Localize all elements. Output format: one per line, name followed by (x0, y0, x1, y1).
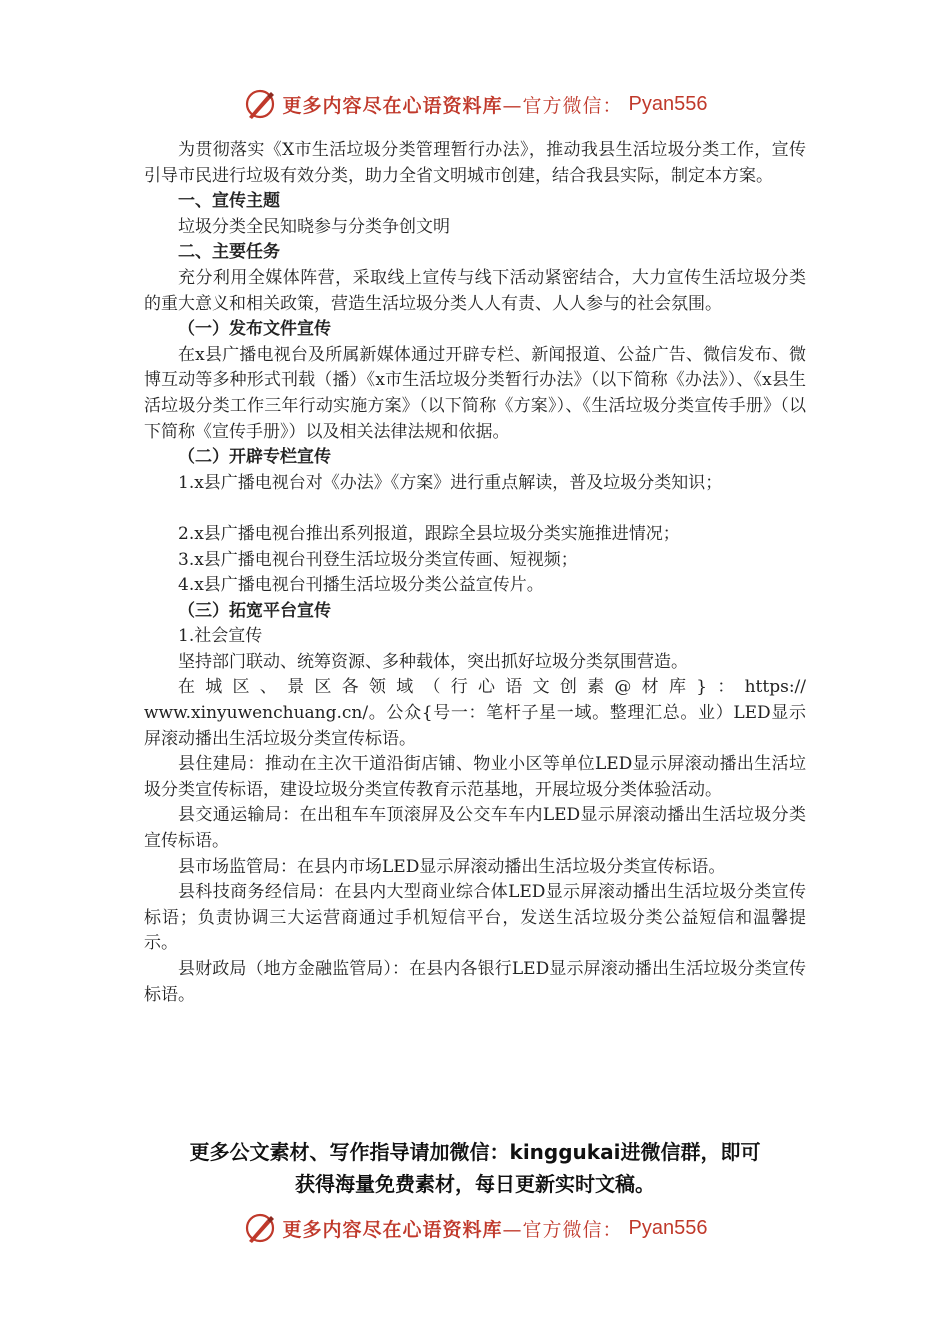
section-heading: （二）开辟专栏宣传 (178, 447, 331, 468)
paragraph: 4.x县广播电视台刊播生活垃圾分类公益宣传片。 (178, 575, 544, 596)
header-banner (0, 84, 950, 124)
footer-banner (0, 1208, 950, 1248)
paragraph: 县住建局：推动在主次干道沿街店铺、物业小区等单位LED显示屏滚动播出生活垃圾分类宣传标语，建设垃圾分类宣传教育示范基地，开展垃圾分类体验活动。 (144, 754, 806, 800)
paragraph: 县市场监管局：在县内市场LED显示屏滚动播出生活垃圾分类宣传标语。 (178, 856, 726, 877)
section-heading: 一、宣传主题 (178, 191, 280, 212)
banner-sub: 官方微信： (522, 94, 623, 117)
pen-logo-icon (243, 1211, 277, 1245)
paragraph: 在城区、景区各领域（行心语文创素@材库}：https:// (178, 677, 806, 698)
section-heading: 二、主要任务 (178, 242, 280, 263)
paragraph: 县财政局（地方金融监管局）：在县内各银行LED显示屏滚动播出生活垃圾分类宣传标语。 (144, 959, 806, 1005)
banner-main: 更多内容尽在心语资料库 (282, 1218, 503, 1241)
paragraph: 为贯彻落实《X市生活垃圾分类管理暂行办法》，推动我县生活垃圾分类工作，宣传引导市民进行垃圾有效分类，助力全省文明城市创建，结合我县实际，制定本方案。 (144, 140, 806, 186)
promo-note (0, 1136, 950, 1200)
paragraph: 坚持部门联动、统筹资源、多种载体，突出抓好垃圾分类氛围营造。 (178, 651, 688, 672)
banner-dash: — (502, 94, 523, 117)
pen-logo-icon (243, 87, 277, 121)
paragraph: 县科技商务经信局：在县内大型商业综合体LED显示屏滚动播出生活垃圾分类宣传标语；负责协调三大运营商通过手机短信平台，发送生活垃圾分类公益短信和温馨提示。 (144, 882, 806, 954)
paragraph: 充分利用全媒体阵营，采取线上宣传与线下活动紧密结合，大力宣传生活垃圾分类的重大意义和相关政策，营造生活垃圾分类人人有责、人人参与的社会氛围。 (144, 267, 806, 314)
banner-title (283, 1215, 623, 1242)
banner-title (283, 91, 623, 118)
paragraph: 2.x县广播电视台推出系列报道，跟踪全县垃圾分类实施推进情况； (178, 523, 680, 544)
paragraph: 垃圾分类全民知晓参与分类争创文明 (178, 216, 450, 237)
paragraph: 县交通运输局：在出租车车顶滚屏及公交车车内LED显示屏滚动播出生活垃圾分类宣传标语。 (144, 805, 806, 852)
banner-main: 更多内容尽在心语资料库 (282, 94, 503, 117)
paragraph: 3.x县广播电视台刊登生活垃圾分类宣传画、短视频； (178, 549, 578, 570)
document-body (144, 138, 806, 1008)
promo-line-1: 更多公文素材、写作指导请加微信：kinggukai进微信群，即可 (189, 1140, 761, 1164)
section-heading: （一）发布文件宣传 (178, 319, 331, 340)
promo-line-2: 获得海量免费素材，每日更新实时文稿。 (295, 1172, 655, 1196)
paragraph: www.xinyuwenchuang.cn/。公众{号一：笔杆子星一域。整理汇总。业）LED显示屏滚动播出生活垃圾分类宣传标语。 (144, 703, 806, 749)
banner-wechat: Pyan556 (628, 92, 708, 115)
paragraph: 在x县广播电视台及所属新媒体通过开辟专栏、新闻报道、公益广告、微信发布、微博互动等多种形式刊载（播）《x市生活垃圾分类暂行办法》（以下简称《办法》）、《x县生活垃圾分类工作三年行动实施方案》（以下简称《方案》）、《生活垃圾分类宣传手册》（以下简称《宣传手册》）以及相关法律法规和依据。 (144, 344, 806, 442)
paragraph: 1.社会宣传 (178, 626, 263, 647)
paragraph: 1.x县广播电视台对《办法》《方案》进行重点解读，普及垃圾分类知识； (178, 472, 723, 493)
banner-dash: — (502, 1218, 523, 1241)
section-heading: （三）拓宽平台宣传 (178, 600, 331, 621)
blank-line (144, 496, 806, 522)
banner-wechat: Pyan556 (628, 1216, 708, 1239)
banner-sub: 官方微信： (522, 1218, 623, 1241)
